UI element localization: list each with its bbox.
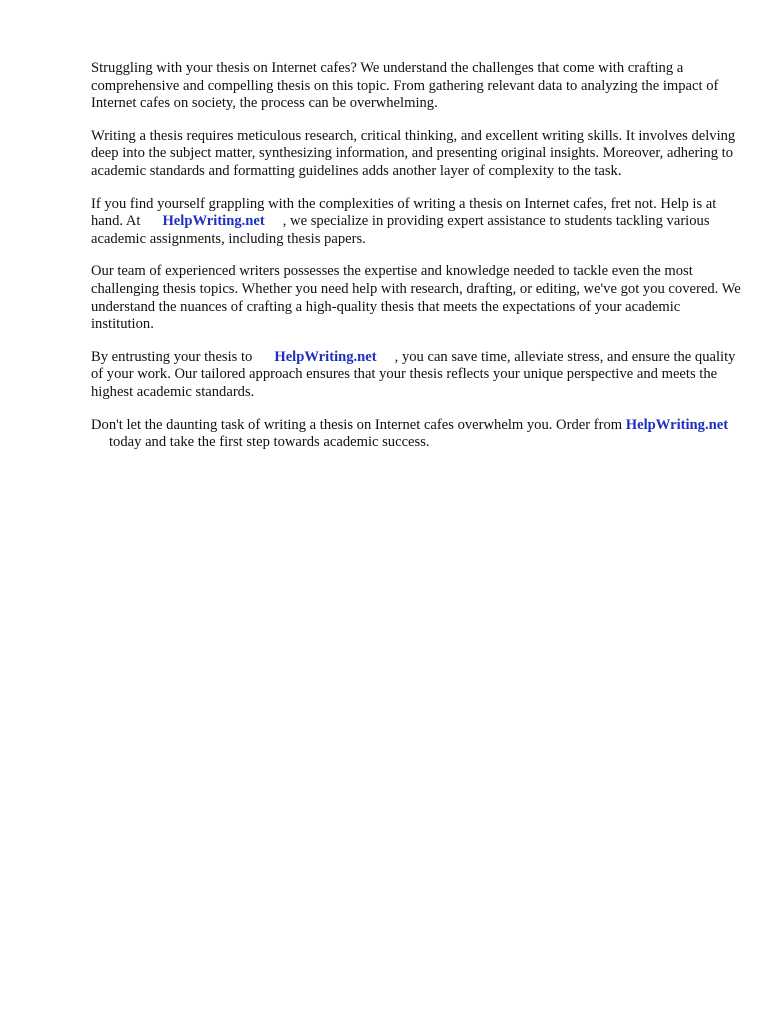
helpwriting-link-2[interactable]: HelpWriting.net xyxy=(274,348,377,365)
paragraph-requirements-text: Writing a thesis requires meticulous research, critical thinking, and excellent writing skills. It involves delving deep into the subject matter, synthesizing information, and presenting original insights. Moreover, adhering to academic standards and formatting guidelines adds another layer of complexity to the task. xyxy=(91,127,736,179)
helpwriting-link-1[interactable]: HelpWriting.net xyxy=(162,213,265,230)
helpwriting-link-3[interactable]: HelpWriting.net xyxy=(625,416,729,433)
paragraph-intro xyxy=(91,60,741,113)
paragraph-team-text: Our team of experienced writers possesses the expertise and knowledge needed to tackle even the most challenging thesis topics. Whether you need help with research, drafting, or editing, we've got you covered. We understand the nuances of crafting a high-quality thesis that meets the expectations of your academic institution. xyxy=(91,263,741,333)
paragraph-team xyxy=(91,263,741,333)
paragraph-entrust-text-before: By entrusting your thesis to xyxy=(91,348,253,365)
paragraph-requirements xyxy=(91,128,741,181)
paragraph-entrust xyxy=(91,349,741,402)
paragraph-cta xyxy=(91,417,741,452)
document-body xyxy=(91,60,741,452)
paragraph-help-text-before: If you find yourself grappling with the complexities of writing a thesis on Internet cafes, fret not. Help is at hand. At xyxy=(91,195,717,230)
paragraph-cta-text-before: Don't let the daunting task of writing a thesis on Internet cafes overwhelm you. Order from xyxy=(91,416,623,433)
paragraph-intro-text: Struggling with your thesis on Internet cafes? We understand the challenges that come with crafting a comprehensive and compelling thesis on this topic. From gathering relevant data to analyzing the impact of Internet cafes on society, the process can be overwhelming. xyxy=(91,60,719,112)
paragraph-help xyxy=(91,196,741,249)
paragraph-cta-text-after: today and take the first step towards academic success. xyxy=(109,434,430,451)
paragraph-entrust-text-after: , you can save time, alleviate stress, and ensure the quality of your work. Our tailored approach ensures that your thesis reflects your unique perspective and meets the highest academic standards. xyxy=(91,348,736,400)
paragraph-help-text-after: , we specialize in providing expert assistance to students tackling various academic assignments, including thesis papers. xyxy=(91,213,710,247)
